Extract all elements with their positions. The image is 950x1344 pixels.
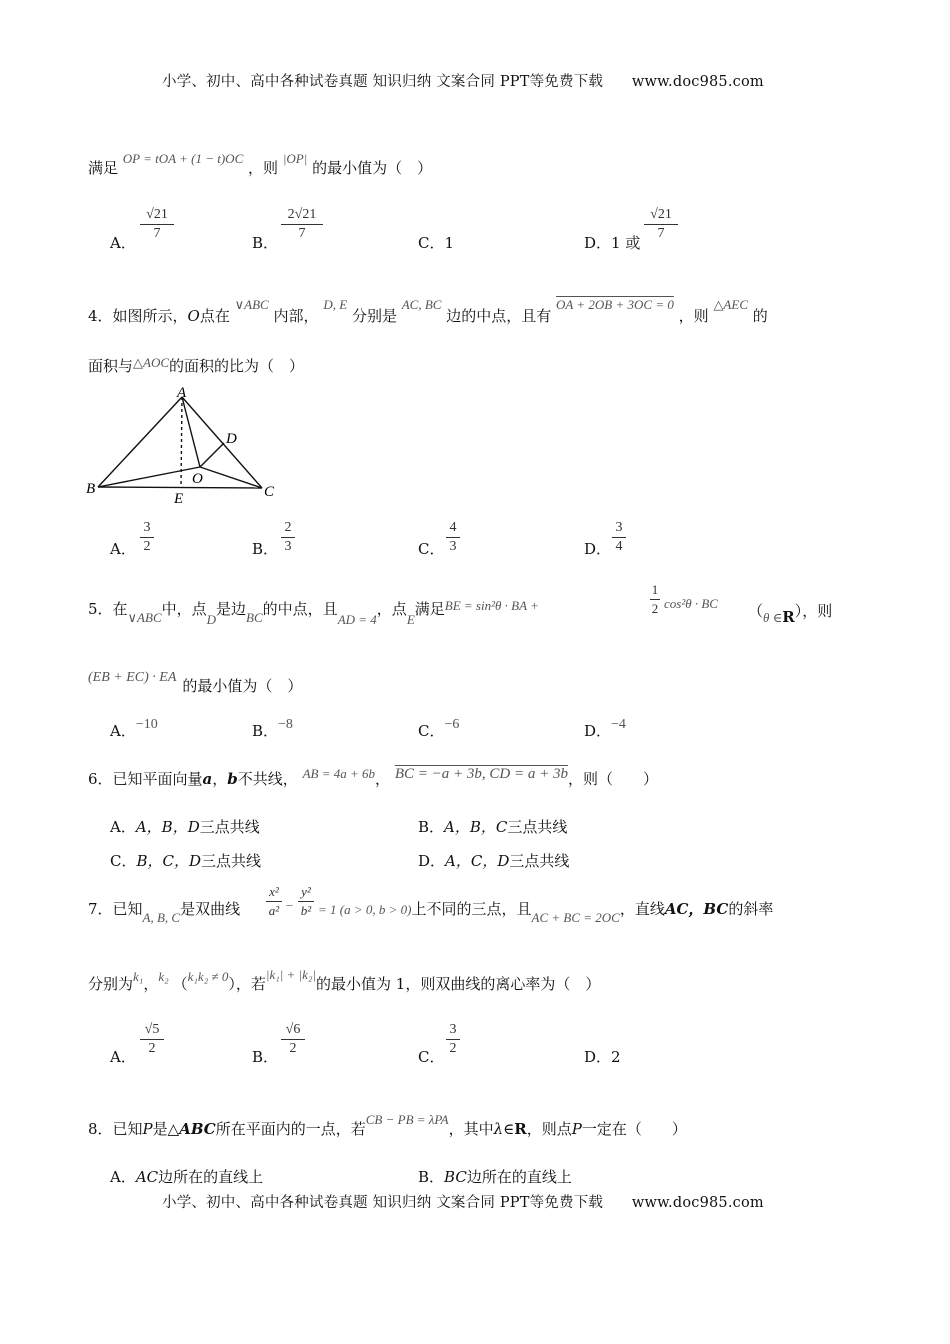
q8-stem: 8．已知P是△ABC所在平面内的一点，若CB − PB = λPA，其中λ∈R，则点P一定在（ ）: [88, 1112, 687, 1138]
q4-vector-eq: OA + 2OB + 3OC = 0: [556, 297, 674, 312]
q7-option-b[interactable]: B．: [252, 1048, 279, 1066]
label-d: D: [226, 431, 237, 447]
q4-option-c-frac: 4 3: [446, 520, 460, 555]
q8-option-b[interactable]: B．BC边所在的直线上: [418, 1168, 572, 1186]
q7-option-a[interactable]: A．: [110, 1048, 136, 1066]
q3-abs: |OP|: [282, 151, 308, 166]
q7-option-d[interactable]: D．2: [584, 1048, 621, 1066]
q5-stem: 5．在∨ABC中，点D是边BC的中点，且AD = 4，点E满足BE = sin²θ · BA +: [88, 598, 539, 627]
footer-url: www.doc985.com: [631, 1195, 764, 1211]
q6-option-d[interactable]: D．A，C，D三点共线: [418, 852, 570, 870]
q3-stem: 满足 OP = tOA + (1 − t)OC ，则 |OP| 的最小值为（ ）: [88, 151, 433, 177]
q3-expr: OP = tOA + (1 − t)OC: [122, 151, 244, 166]
label-a: A: [177, 385, 187, 401]
q7-stem-line2: 分别为k₁，k₂ （k₁k₂ ≠ 0），若|k₁| + |k₂|的最小值为 1，则双曲线的离心率为（ ）: [88, 967, 601, 993]
q4-option-c[interactable]: C．: [418, 540, 445, 558]
q7-option-c-frac: 3 2: [446, 1022, 460, 1057]
q5-stem-tail: cos²θ · BC: [664, 596, 718, 611]
page-footer: [162, 1191, 764, 1212]
q5-stem-line2: (EB + EC) · EA 的最小值为（ ）: [88, 670, 303, 695]
q5-option-c[interactable]: C．−6: [418, 717, 460, 740]
q8-option-a[interactable]: A．AC边所在的直线上: [110, 1168, 264, 1186]
segment-ae-dashed: [181, 397, 182, 487]
q3-option-d[interactable]: D．1 或: [584, 234, 641, 252]
q5-line2-expr: (EB + EC) · EA: [88, 670, 177, 685]
q5-option-a[interactable]: A．−10: [110, 717, 158, 740]
q4-option-d-frac: 3 4: [612, 520, 626, 555]
segment-od: [200, 443, 224, 467]
q5-option-b[interactable]: B．−8: [252, 717, 293, 740]
label-o: O: [192, 471, 203, 487]
q7-option-a-frac: √5 2: [140, 1022, 164, 1057]
q5-option-d[interactable]: D．−4: [584, 717, 626, 740]
q7-x-frac: x² a²: [266, 884, 282, 919]
q3-option-a-frac: √21 7: [140, 207, 174, 242]
q4-option-b-frac: 2 3: [281, 520, 295, 555]
q6-option-b[interactable]: B．A，B，C三点共线: [418, 818, 568, 836]
q7-y-frac: y² b²: [298, 884, 314, 919]
q4-stem-line2: 面积与△AOC的面积的比为（ ）: [88, 355, 305, 375]
q3-option-d-frac: √21 7: [644, 207, 678, 242]
q7-minus: −: [286, 898, 294, 913]
header-text: 小学、初中、高中各种试卷真题 知识归纳 文案合同 PPT等免费下载: [162, 74, 604, 90]
q4-option-d[interactable]: D．: [584, 540, 612, 558]
q4-option-a[interactable]: A．: [110, 540, 136, 558]
q6-stem: 6．已知平面向量a，b不共线， AB = 4a + 6b， BC = −a + 3b, CD = a + 3b，则（ ）: [88, 766, 658, 788]
q4-option-a-frac: 3 2: [140, 520, 154, 555]
edge-bc: [98, 487, 262, 488]
q3-option-c[interactable]: C．1: [418, 234, 455, 252]
q4-stem: 4．如图所示，O点在 ∨ABC 内部， D, E 分别是 AC, BC 边的中点，且有 OA + 2OB + 3OC = 0 ，则 △AEC 的: [88, 297, 768, 325]
page-header: [162, 70, 764, 91]
label-c: C: [264, 484, 275, 500]
header-url: www.doc985.com: [631, 74, 764, 90]
q6-bc-cd: BC = −a + 3b, CD = a + 3b: [394, 766, 568, 782]
q4-triangle-figure: [82, 385, 282, 510]
q7-stem-rest: = 1 (a > 0, b > 0)上不同的三点，且AC + BC = 2OC，直线AC，BC的斜率: [318, 900, 774, 925]
q3-option-a[interactable]: A．: [110, 234, 136, 252]
q7-option-c[interactable]: C．: [418, 1048, 445, 1066]
q5-theta: （θ ∈R），则: [748, 602, 833, 626]
q3-option-b[interactable]: B．: [252, 234, 279, 252]
label-e: E: [174, 491, 184, 507]
q5-half-frac: 1 2: [651, 582, 659, 616]
footer-text: 小学、初中、高中各种试卷真题 知识归纳 文案合同 PPT等免费下载: [162, 1195, 604, 1211]
q7-option-b-frac: √6 2: [281, 1022, 305, 1057]
q5-be-expr: BE = sin²θ · BA +: [444, 598, 539, 613]
label-b: B: [86, 481, 96, 497]
q6-option-a[interactable]: A．A，B，D三点共线: [110, 818, 260, 836]
q3-option-b-frac: 2√21 7: [281, 207, 323, 242]
q4-option-b[interactable]: B．: [252, 540, 279, 558]
q7-stem-start: 7．已知A, B, C是双曲线: [88, 900, 241, 925]
q6-option-c[interactable]: C．B，C，D三点共线: [110, 852, 262, 870]
